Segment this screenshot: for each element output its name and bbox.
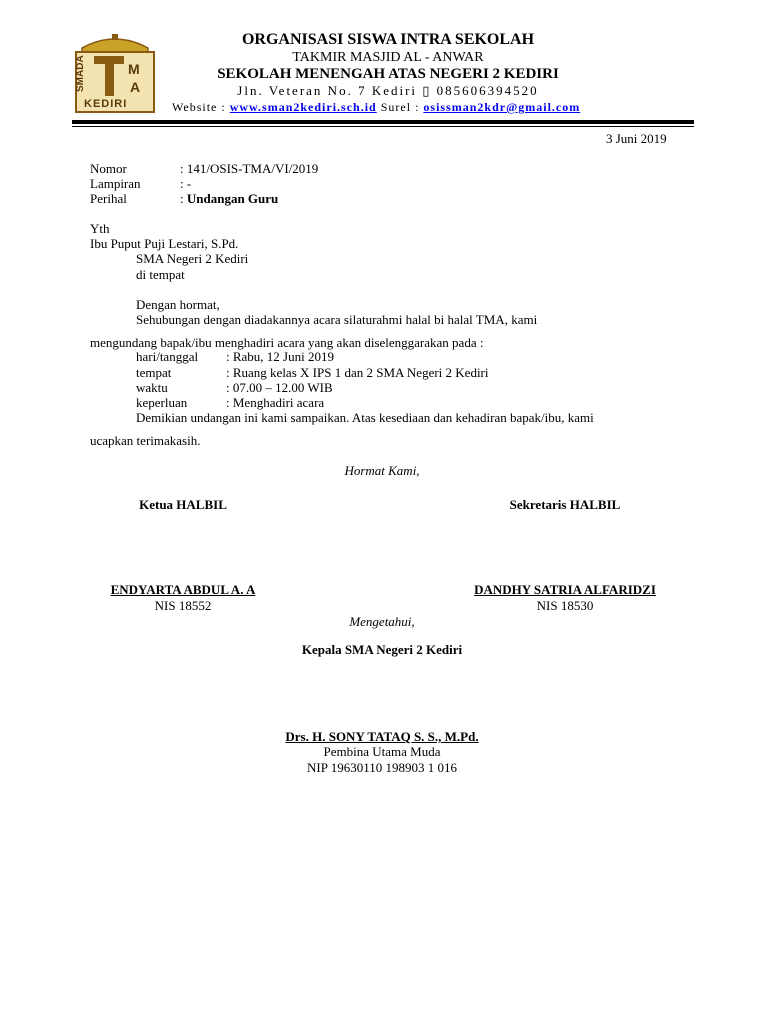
right-signer-name: DANDHY SATRIA ALFARIDZI: [474, 582, 656, 597]
right-signer-title: Sekretaris HALBIL: [509, 497, 621, 512]
svg-text:M: M: [128, 61, 140, 77]
left-signer-title: Ketua HALBIL: [139, 497, 227, 512]
left-signer-name: ENDYARTA ABDUL A. A: [110, 582, 256, 597]
headmaster-title: Kepala SMA Negeri 2 Kediri: [301, 642, 463, 657]
detail-label-purpose: keperluan: [136, 395, 188, 410]
recipient-place: di tempat: [136, 267, 185, 282]
detail-label-time: waktu: [136, 380, 168, 395]
recipient-school: SMA Negeri 2 Kediri: [136, 251, 249, 266]
headmaster-rank: Pembina Utama Muda: [323, 744, 441, 759]
detail-value-place: : Ruang kelas X IPS 1 dan 2 SMA Negeri 2 Kediri: [226, 365, 489, 380]
org-line1: ORGANISASI SISWA INTRA SEKOLAH: [241, 31, 535, 48]
meta-label-perihal: Perihal: [90, 191, 127, 206]
meta-value-perihal: : Undangan Guru: [180, 191, 279, 206]
logo-text-kediri: KEDIRI: [84, 98, 128, 110]
closing-line2: ucapkan terimakasih.: [90, 433, 201, 448]
mengetahui: Mengetahui,: [349, 614, 415, 629]
recipient-name: Ibu Puput Puji Lestari, S.Pd.: [90, 236, 239, 251]
detail-label-date: hari/tanggal: [136, 349, 199, 364]
header-rule-thick: [72, 120, 694, 124]
subject: Undangan Guru: [186, 191, 279, 206]
detail-value-purpose: : Menghadiri acara: [226, 395, 325, 410]
headmaster-nip: NIP 19630110 198903 1 016: [307, 760, 457, 775]
logo-text-smada: SMADA: [75, 55, 86, 92]
meta-label-nomor: Nomor: [90, 161, 127, 176]
left-signer-nis: NIS 18552: [154, 598, 212, 613]
school-name: SEKOLAH MENENGAH ATAS NEGERI 2 KEDIRI: [217, 66, 559, 82]
letter-date: 3 Juni 2019: [606, 131, 667, 146]
hormat-kami: Hormat Kami,: [344, 463, 420, 478]
detail-value-date: : Rabu, 12 Juni 2019: [226, 349, 334, 364]
greeting: Dengan hormat,: [136, 297, 220, 312]
meta-label-lampiran: Lampiran: [90, 176, 141, 191]
org-line2: TAKMIR MASJID AL - ANWAR: [292, 50, 484, 65]
email-link[interactable]: osissman2kdr@gmail.com: [423, 100, 581, 114]
headmaster-name: Drs. H. SONY TATAQ S. S., M.Pd.: [285, 729, 479, 744]
body-line1: Sehubungan dengan diadakannya acara silaturahmi halal bi halal TMA, kami: [136, 312, 538, 327]
meta-value-nomor: : 141/OSIS-TMA/VI/2019: [180, 161, 319, 176]
recipient-yth: Yth: [90, 221, 110, 236]
body-line2: mengundang bapak/ibu menghadiri acara yang akan diselenggarakan pada :: [90, 335, 484, 350]
meta-value-lampiran: : -: [180, 176, 192, 191]
website-label: Website :: [172, 100, 230, 114]
right-signer-nis: NIS 18530: [536, 598, 594, 613]
school-logo: [72, 34, 158, 114]
closing-line1: Demikian undangan ini kami sampaikan. Atas kesediaan dan kehadiran bapak/ibu, kami: [136, 410, 594, 425]
email-label: Surel :: [376, 100, 424, 114]
detail-value-time: : 07.00 – 12.00 WIB: [226, 380, 333, 395]
detail-label-place: tempat: [136, 365, 172, 380]
svg-text:A: A: [130, 79, 141, 95]
website-link[interactable]: www.sman2kediri.sch.id: [229, 100, 377, 114]
school-address: Jln. Veteran No. 7 Kediri ▯ 085606394520: [237, 83, 539, 98]
header-rule-thin: [72, 126, 694, 127]
website-line: [172, 100, 580, 115]
